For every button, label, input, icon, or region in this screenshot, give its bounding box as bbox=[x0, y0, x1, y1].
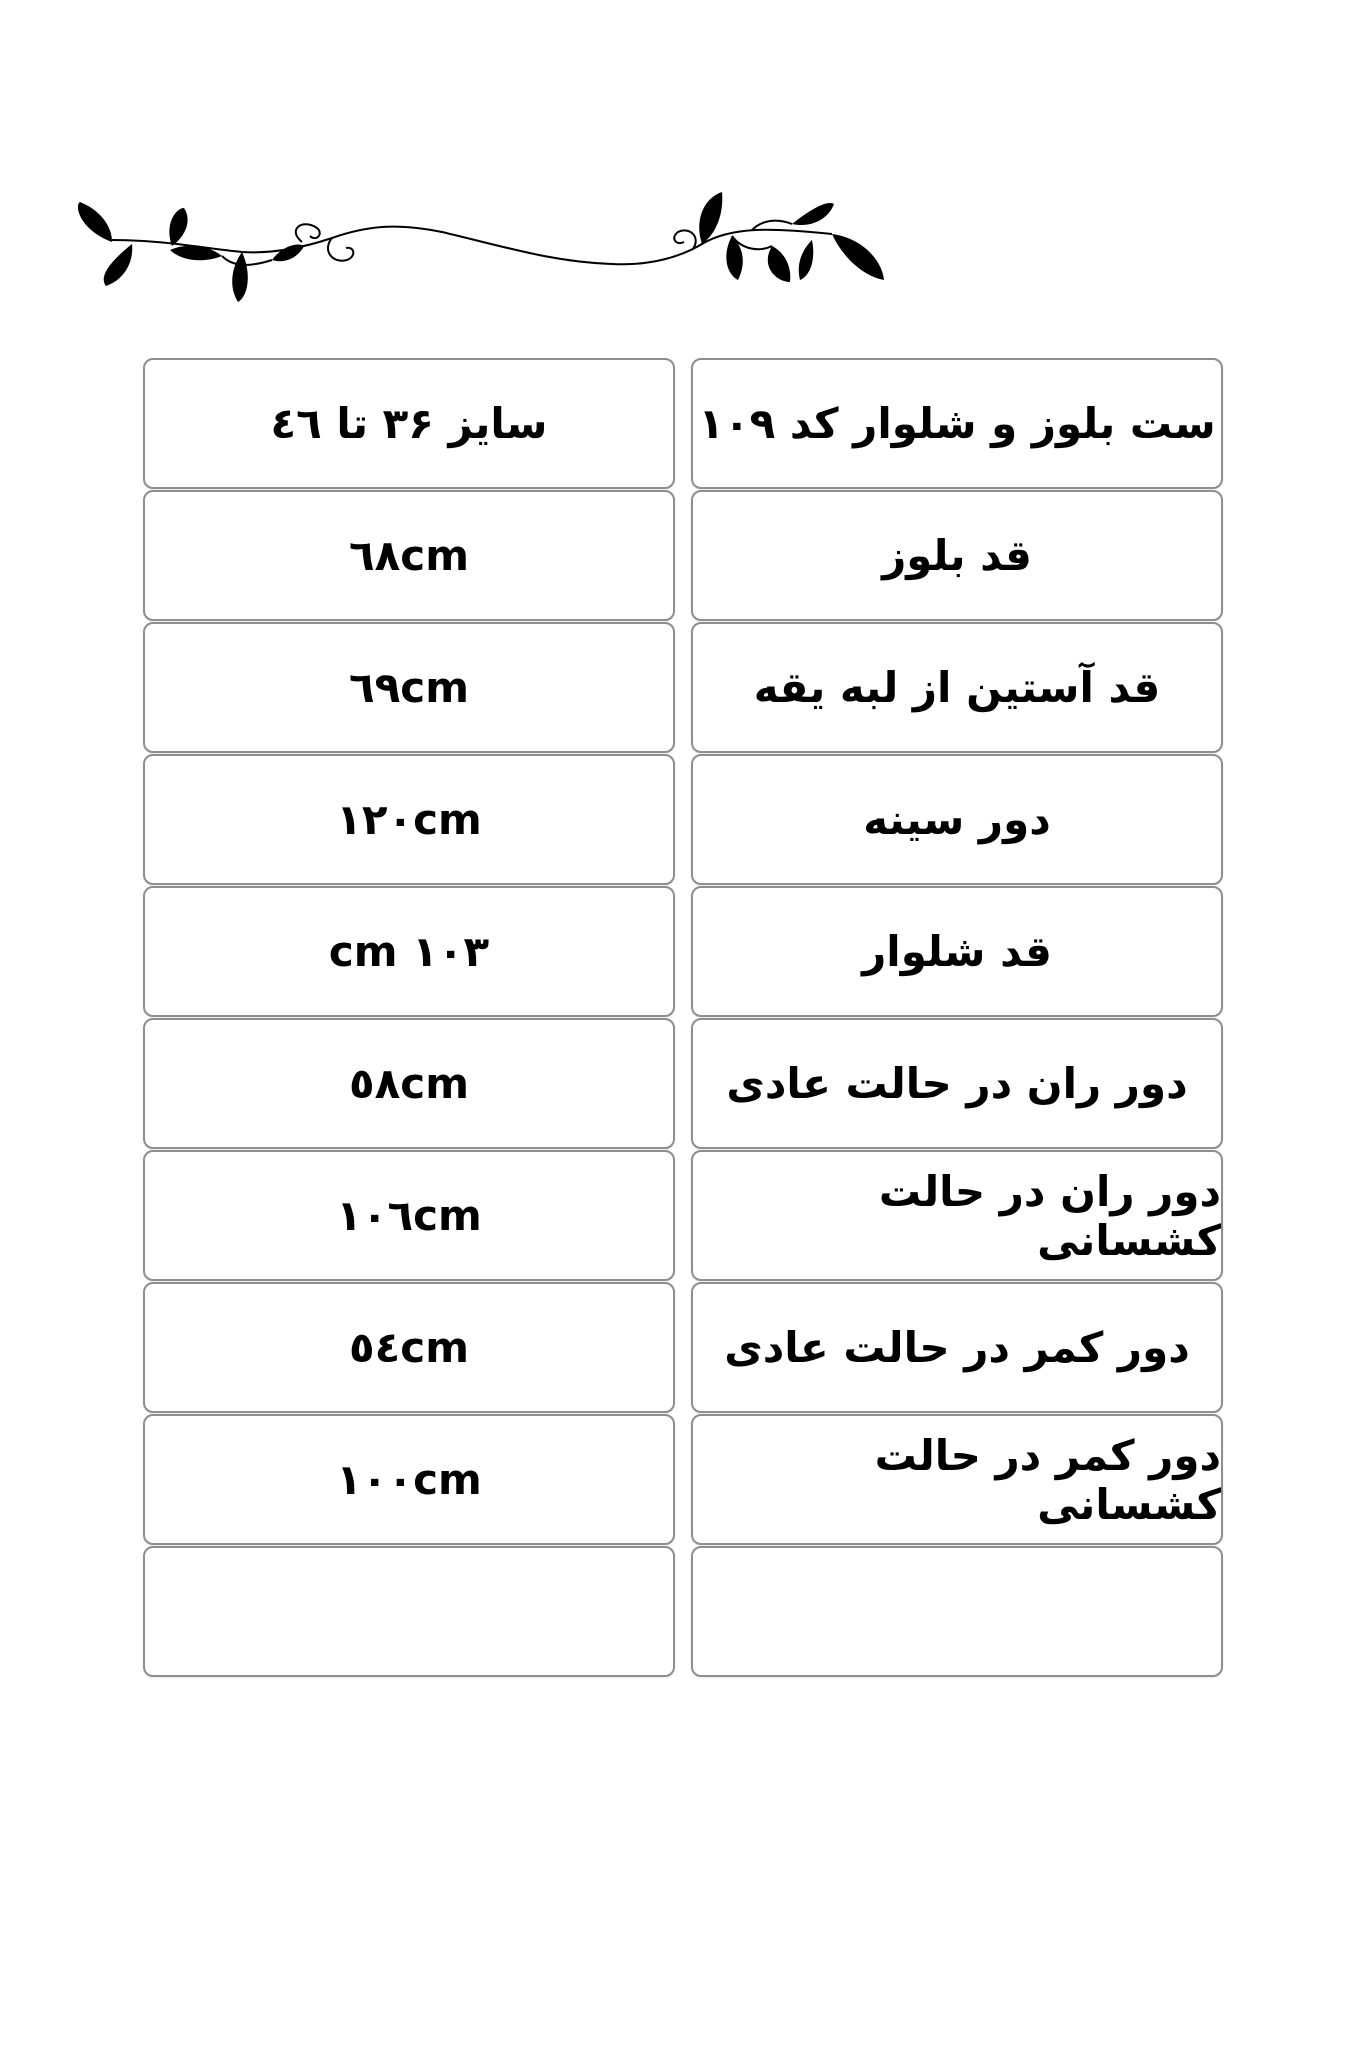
size-value-cell: ٥٤cm bbox=[143, 1282, 675, 1413]
size-value-cell: ۱۰٦cm bbox=[143, 1150, 675, 1281]
size-value-cell: ۱۰۰cm bbox=[143, 1414, 675, 1545]
size-label-cell bbox=[691, 1546, 1223, 1677]
size-label-cell: دور کمر در حالت کشسانی bbox=[691, 1414, 1223, 1545]
size-value-cell: ٦٨cm bbox=[143, 490, 675, 621]
table-row bbox=[143, 754, 1223, 886]
size-value-cell: ٥٨cm bbox=[143, 1018, 675, 1149]
size-label-cell: قد بلوز bbox=[691, 490, 1223, 621]
size-label-cell: دور ران در حالت عادی bbox=[691, 1018, 1223, 1149]
size-label-cell: قد شلوار bbox=[691, 886, 1223, 1017]
table-row bbox=[143, 1414, 1223, 1546]
size-value-cell bbox=[143, 1546, 675, 1677]
size-label-cell: دور ران در حالت کشسانی bbox=[691, 1150, 1223, 1281]
table-row bbox=[143, 358, 1223, 490]
table-row bbox=[143, 1282, 1223, 1414]
size-value-cell: ۱۲۰cm bbox=[143, 754, 675, 885]
table-row bbox=[143, 1150, 1223, 1282]
size-label-cell: دور سینه bbox=[691, 754, 1223, 885]
size-value-cell: سایز ۳۶ تا ٤٦ bbox=[143, 358, 675, 489]
size-label-cell: دور کمر در حالت عادی bbox=[691, 1282, 1223, 1413]
size-value-cell: ٦٩cm bbox=[143, 622, 675, 753]
table-row bbox=[143, 1018, 1223, 1150]
leaf-vine-divider-icon bbox=[72, 190, 902, 320]
table-row bbox=[143, 622, 1223, 754]
table-row bbox=[143, 886, 1223, 1018]
table-row bbox=[143, 490, 1223, 622]
size-label-cell: ست بلوز و شلوار کد ۱۰۹ bbox=[691, 358, 1223, 489]
size-label-cell: قد آستین از لبه یقه bbox=[691, 622, 1223, 753]
size-table bbox=[143, 358, 1223, 1678]
table-row bbox=[143, 1546, 1223, 1678]
size-value-cell: ۱۰۳ cm bbox=[143, 886, 675, 1017]
